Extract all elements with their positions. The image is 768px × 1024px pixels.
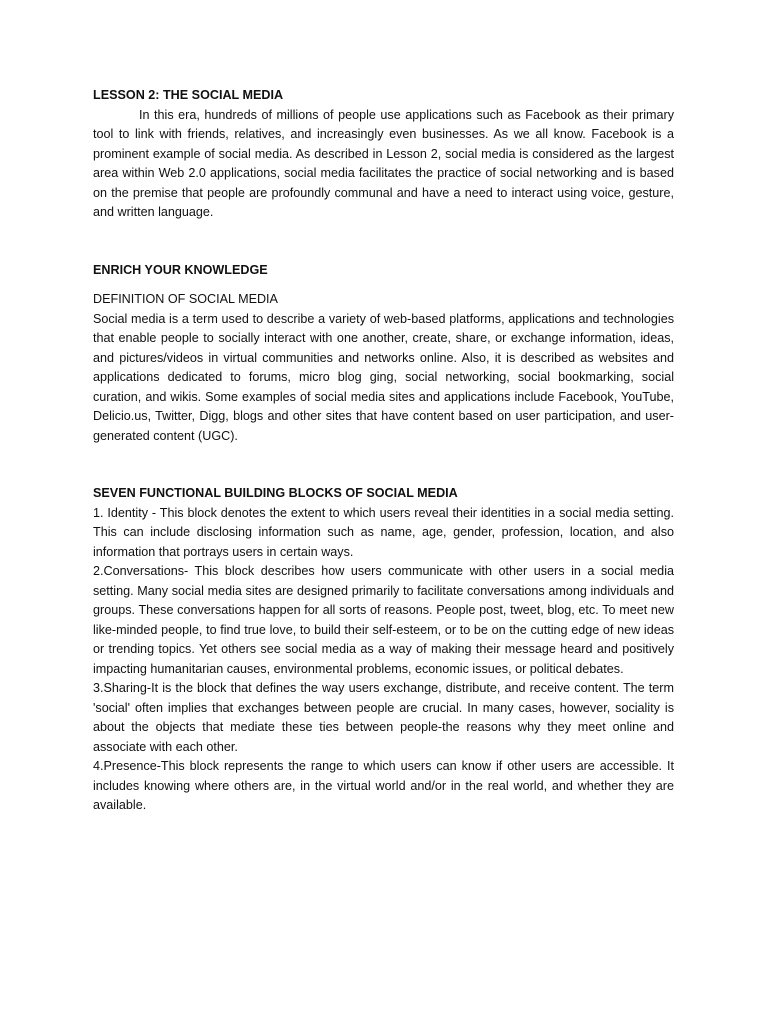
definition-paragraph: Social media is a term used to describe a variety of web-based platforms, applications and technologies that enable people to socially interact with one another, create, share, or exchange information, ideas, and pictures/videos in virtual communities and networks online. Also, it is described as websites and applications dedicated to forums, micro blog ging, social networking, social bookmarking, social curation, and wikis. Some examples of social media sites and applications include Facebook, YouTube, Delicio.us, Twitter, Digg, blogs and other sites that have content based on user participation, and user-generated content (UGC). bbox=[93, 311, 674, 443]
enrich-heading: ENRICH YOUR KNOWLEDGE bbox=[93, 262, 268, 277]
block-item-presence: 4.Presence-This block represents the range to which users can know if other users are accessible. It includes knowing where others are, in the virtual world and/or in the real world, and whether they are available. bbox=[93, 759, 674, 812]
lesson-title: LESSON 2: THE SOCIAL MEDIA bbox=[93, 88, 284, 102]
block-item-conversations: 2.Conversations- This block describes how users communicate with other users in a social media setting. Many social media sites are designed primarily to facilitate conversations among individuals and groups. These conversations happen for all sorts of reasons. People post, tweet, blog, etc. To meet new like-minded people, to find true love, to build their self-esteem, or to be on the cutting edge of new ideas or trending topics. Yet others see social media as a way of making their message heard and positively impacting humanitarian causes, environmental problems, economic issues, or political debates. bbox=[93, 564, 674, 676]
block-item-identity: 1. Identity - This block denotes the extent to which users reveal their identities in a social media setting. This can include disclosing information such as name, age, gender, profession, location, and also information that portrays users in certain ways. bbox=[93, 505, 674, 559]
block-item-sharing: 3.Sharing-It is the block that defines the way users exchange, distribute, and receive content. The term 'social' often implies that exchanges between people are crucial. In many cases, however, sociality is about the objects that mediate these ties between people-the reasons why they meet online and associate with each other. bbox=[93, 681, 674, 754]
document-page bbox=[93, 86, 674, 816]
definition-heading: DEFINITION OF SOCIAL MEDIA bbox=[93, 292, 278, 306]
building-blocks-heading: SEVEN FUNCTIONAL BUILDING BLOCKS OF SOCIAL MEDIA bbox=[93, 486, 458, 500]
lesson-intro-paragraph: In this era, hundreds of millions of people use applications such as Facebook as their primary tool to link with friends, relatives, and increasingly even businesses. As we all know. Facebook is a prominent example of social media. As described in Lesson 2, social media is considered as the largest area within Web 2.0 applications, social media facilitates the practice of social networking and is based on the premise that people are profoundly communal and have a need to interact using voice, gesture, and written language. bbox=[93, 107, 674, 219]
